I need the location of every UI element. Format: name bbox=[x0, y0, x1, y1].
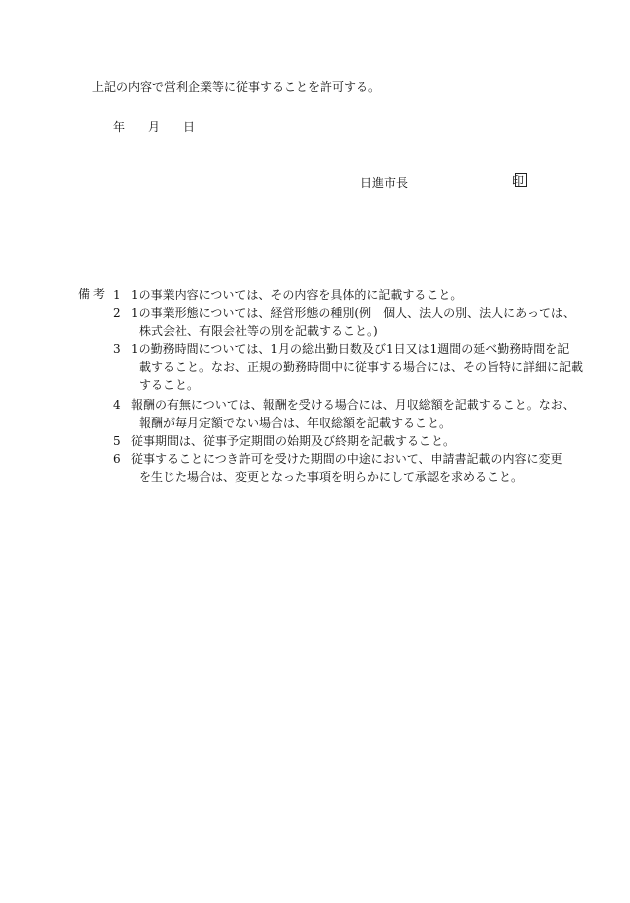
date-year-label: 年 bbox=[113, 120, 126, 134]
remark-line: 1の事業内容については、その内容を具体的に記載すること。 bbox=[131, 288, 463, 302]
approval-statement: 上記の内容で営利企業等に従事することを許可する。 bbox=[92, 80, 381, 94]
remark-item-4 bbox=[113, 396, 575, 432]
remark-item-2 bbox=[113, 304, 575, 340]
remark-line: すること。 bbox=[139, 378, 200, 392]
seal-box bbox=[515, 173, 527, 187]
remark-item-3 bbox=[113, 340, 584, 394]
remark-number: 2 bbox=[113, 306, 121, 320]
remark-number: 5 bbox=[113, 434, 121, 448]
remark-item-5 bbox=[113, 432, 553, 450]
mayor-title: 日進市長 bbox=[360, 176, 409, 190]
remark-line: 載すること。なお、正規の勤務時間中に従事する場合には、その旨特に詳細に記載 bbox=[139, 360, 584, 374]
remarks-heading: 備考 bbox=[78, 287, 109, 301]
remark-line: 従事することにつき許可を受けた期間の中途において、申請書記載の内容に変更 bbox=[131, 452, 563, 466]
remark-line: 報酬の有無については、報酬を受ける場合には、月収総額を記載すること。なお、 bbox=[131, 398, 575, 412]
remark-line: 1の事業形態については、経営形態の種別(例 個人、法人の別、法人にあっては、 bbox=[131, 306, 575, 320]
remark-number: 1 bbox=[113, 288, 121, 302]
remark-number: 6 bbox=[113, 452, 121, 466]
remark-line: を生じた場合は、変更となった事項を明らかにして承認を求めること。 bbox=[139, 470, 524, 484]
remark-line: 1の勤務時間については、1月の総出勤日数及び1日又は1週間の延べ勤務時間を記 bbox=[131, 342, 570, 356]
remark-line: 報酬が毎月定額でない場合は、年収総額を記載すること。 bbox=[139, 416, 452, 430]
seal-mark: 印 bbox=[512, 174, 525, 188]
remark-number: 3 bbox=[113, 342, 121, 356]
remark-item-1 bbox=[113, 286, 553, 304]
remark-line: 従事期間は、従事予定期間の始期及び終期を記載すること。 bbox=[131, 434, 456, 448]
remark-number: 4 bbox=[113, 398, 121, 412]
remark-line: 株式会社、有限会社等の別を記載すること。) bbox=[139, 324, 378, 338]
date-month-label: 月 bbox=[148, 120, 161, 134]
remark-item-6 bbox=[113, 450, 563, 486]
date-day-label: 日 bbox=[183, 120, 196, 134]
